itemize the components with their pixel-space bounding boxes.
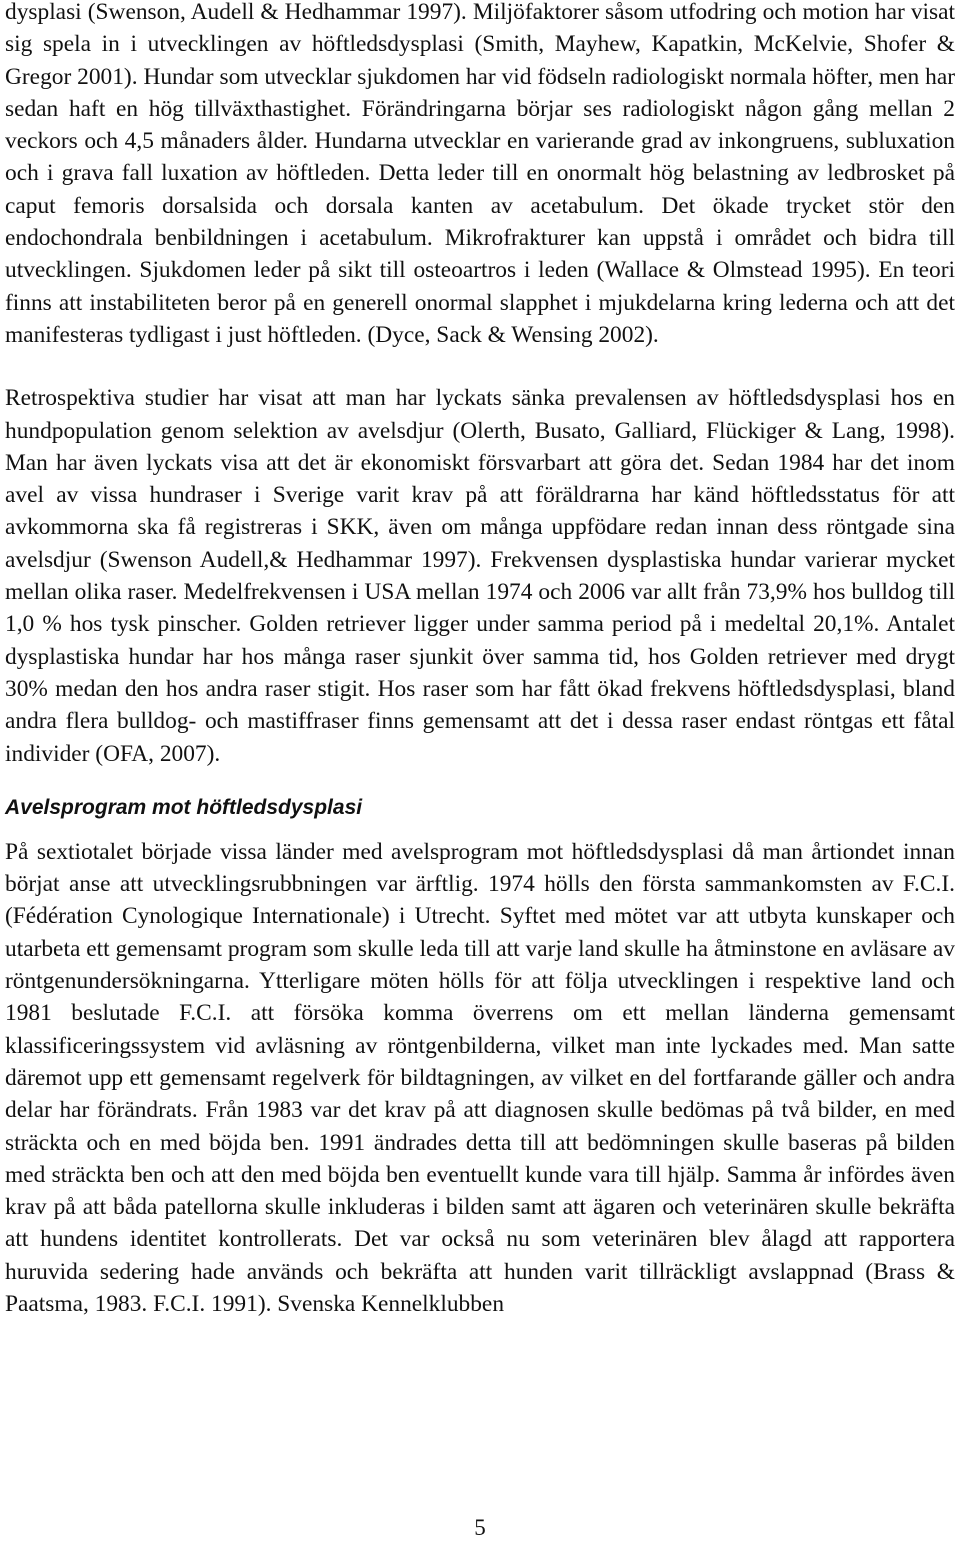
document-page bbox=[5, 0, 955, 1320]
page-number: 5 bbox=[474, 1515, 486, 1540]
body-paragraph: dysplasi (Swenson, Audell & Hedhammar 1997). Miljöfaktorer såsom utfodring och motion har visat sig spela in i utvecklingen av höftledsdysplasi (Smith, Mayhew, Kapatkin, McKelvie, Shofer & Gregor 2001). Hundar som utvecklar sjukdomen har vid födseln radiologiskt normala höfter, men har sedan haft en hög tillväxthastighet. Förändringarna börjar ses radiologiskt någon gång mellan 2 veckors och 4,5 månaders ålder. Hundarna utvecklar en varierande grad av inkongruens, subluxation och i grava fall luxation av höftleden. Detta leder till en onormalt hög belastning av ledbrosket på caput femoris dorsalsida och dorsala kanten av acetabulum. Det ökade trycket stör den endochondrala benbildningen i acetabulum. Mikrofrakturer kan uppstå i området och bidra till utvecklingen. Sjukdomen leder på sikt till osteoartros i leden (Wallace & Olmstead 1995). En teori finns att instabiliteten beror på en generell onormal slapphet i mjukdelarna kring lederna och att det manifesteras tydligast i just höftleden. (Dyce, Sack & Wensing 2002). bbox=[5, 0, 955, 348]
section-heading: Avelsprogram mot höftledsdysplasi bbox=[5, 795, 363, 819]
body-paragraph: På sextiotalet började vissa länder med avelsprogram mot höftledsdysplasi då man årtiondet innan börjat anse att utvecklingsrubbningen var ärftlig. 1974 hölls den första sammankomsten av F.C.I. (Fédération Cynologique Internationale) i Utrecht. Syftet med mötet var att utbyta kunskaper och utarbeta ett gemensamt program som skulle leda till att varje land skulle ha åtminstone en avläsare av röntgenundersökningarna. Ytterligare möten hölls för att följa utvecklingen i respektive land och 1981 beslutade F.C.I. att försöka komma överrens om ett mellan länderna gemensamt klassificeringssystem vid avläsning av röntgenbilderna, vilket man inte lyckades med. Man satte däremot upp ett gemensamt regelverk för bildtagningen, av vilket en del fortfarande gäller och andra delar har förändrats. Från 1983 var det krav på att diagnosen skulle bedömas på två bilder, en med sträckta och en med böjda ben. 1991 ändrades detta till att bedömningen skulle baseras på bilden med sträckta ben och att den med böjda ben eventuellt kunde vara till hjälp. Samma år infördes även krav på att båda patellorna skulle inkluderas i bilden samt att ägaren och veterinären skulle bekräfta att hundens identitet kontrollerats. Det var också nu som veterinären blev ålagd att rapportera huruvida sedering hade används och bekräfta att hunden varit tillräckligt avslappnad (Brass & Paatsma, 1983. F.C.I. 1991). Svenska Kennelklubben bbox=[5, 838, 955, 1317]
body-paragraph: Retrospektiva studier har visat att man har lyckats sänka prevalensen av höftledsdysplasi hos en hundpopulation genom selektion av avelsdjur (Olerth, Busato, Galliard, Flückiger & Lang, 1998). Man har även lyckats visa att det är ekonomiskt försvarbart att göra det. Sedan 1984 har det inom avel av vissa hundraser i Sverige varit krav på att föräldrarna har känd höftledsstatus för att avkommorna ska få registreras i SKK, även om många uppfödare redan innan dess röntgade sina avelsdjur (Swenson Audell,& Hedhammar 1997). Frekvensen dysplastiska hundar varierar mycket mellan olika raser. Medelfrekvensen i USA mellan 1974 och 2006 var allt från 73,9% hos bulldog till 1,0 % hos tysk pinscher. Golden retriever ligger under samma period på i medeltal 20,1%. Antalet dysplastiska hundar har hos många raser sjunkit över samma tid, hos Golden retriever med drygt 30% medan den hos andra raser stigit. Hos raser som har fått ökad frekvens höftledsdysplasi, bland andra flera bulldog- och mastiffraser finns gemensamt att det i dessa raser endast röntgas ett fåtal individer (OFA, 2007). bbox=[5, 385, 955, 767]
